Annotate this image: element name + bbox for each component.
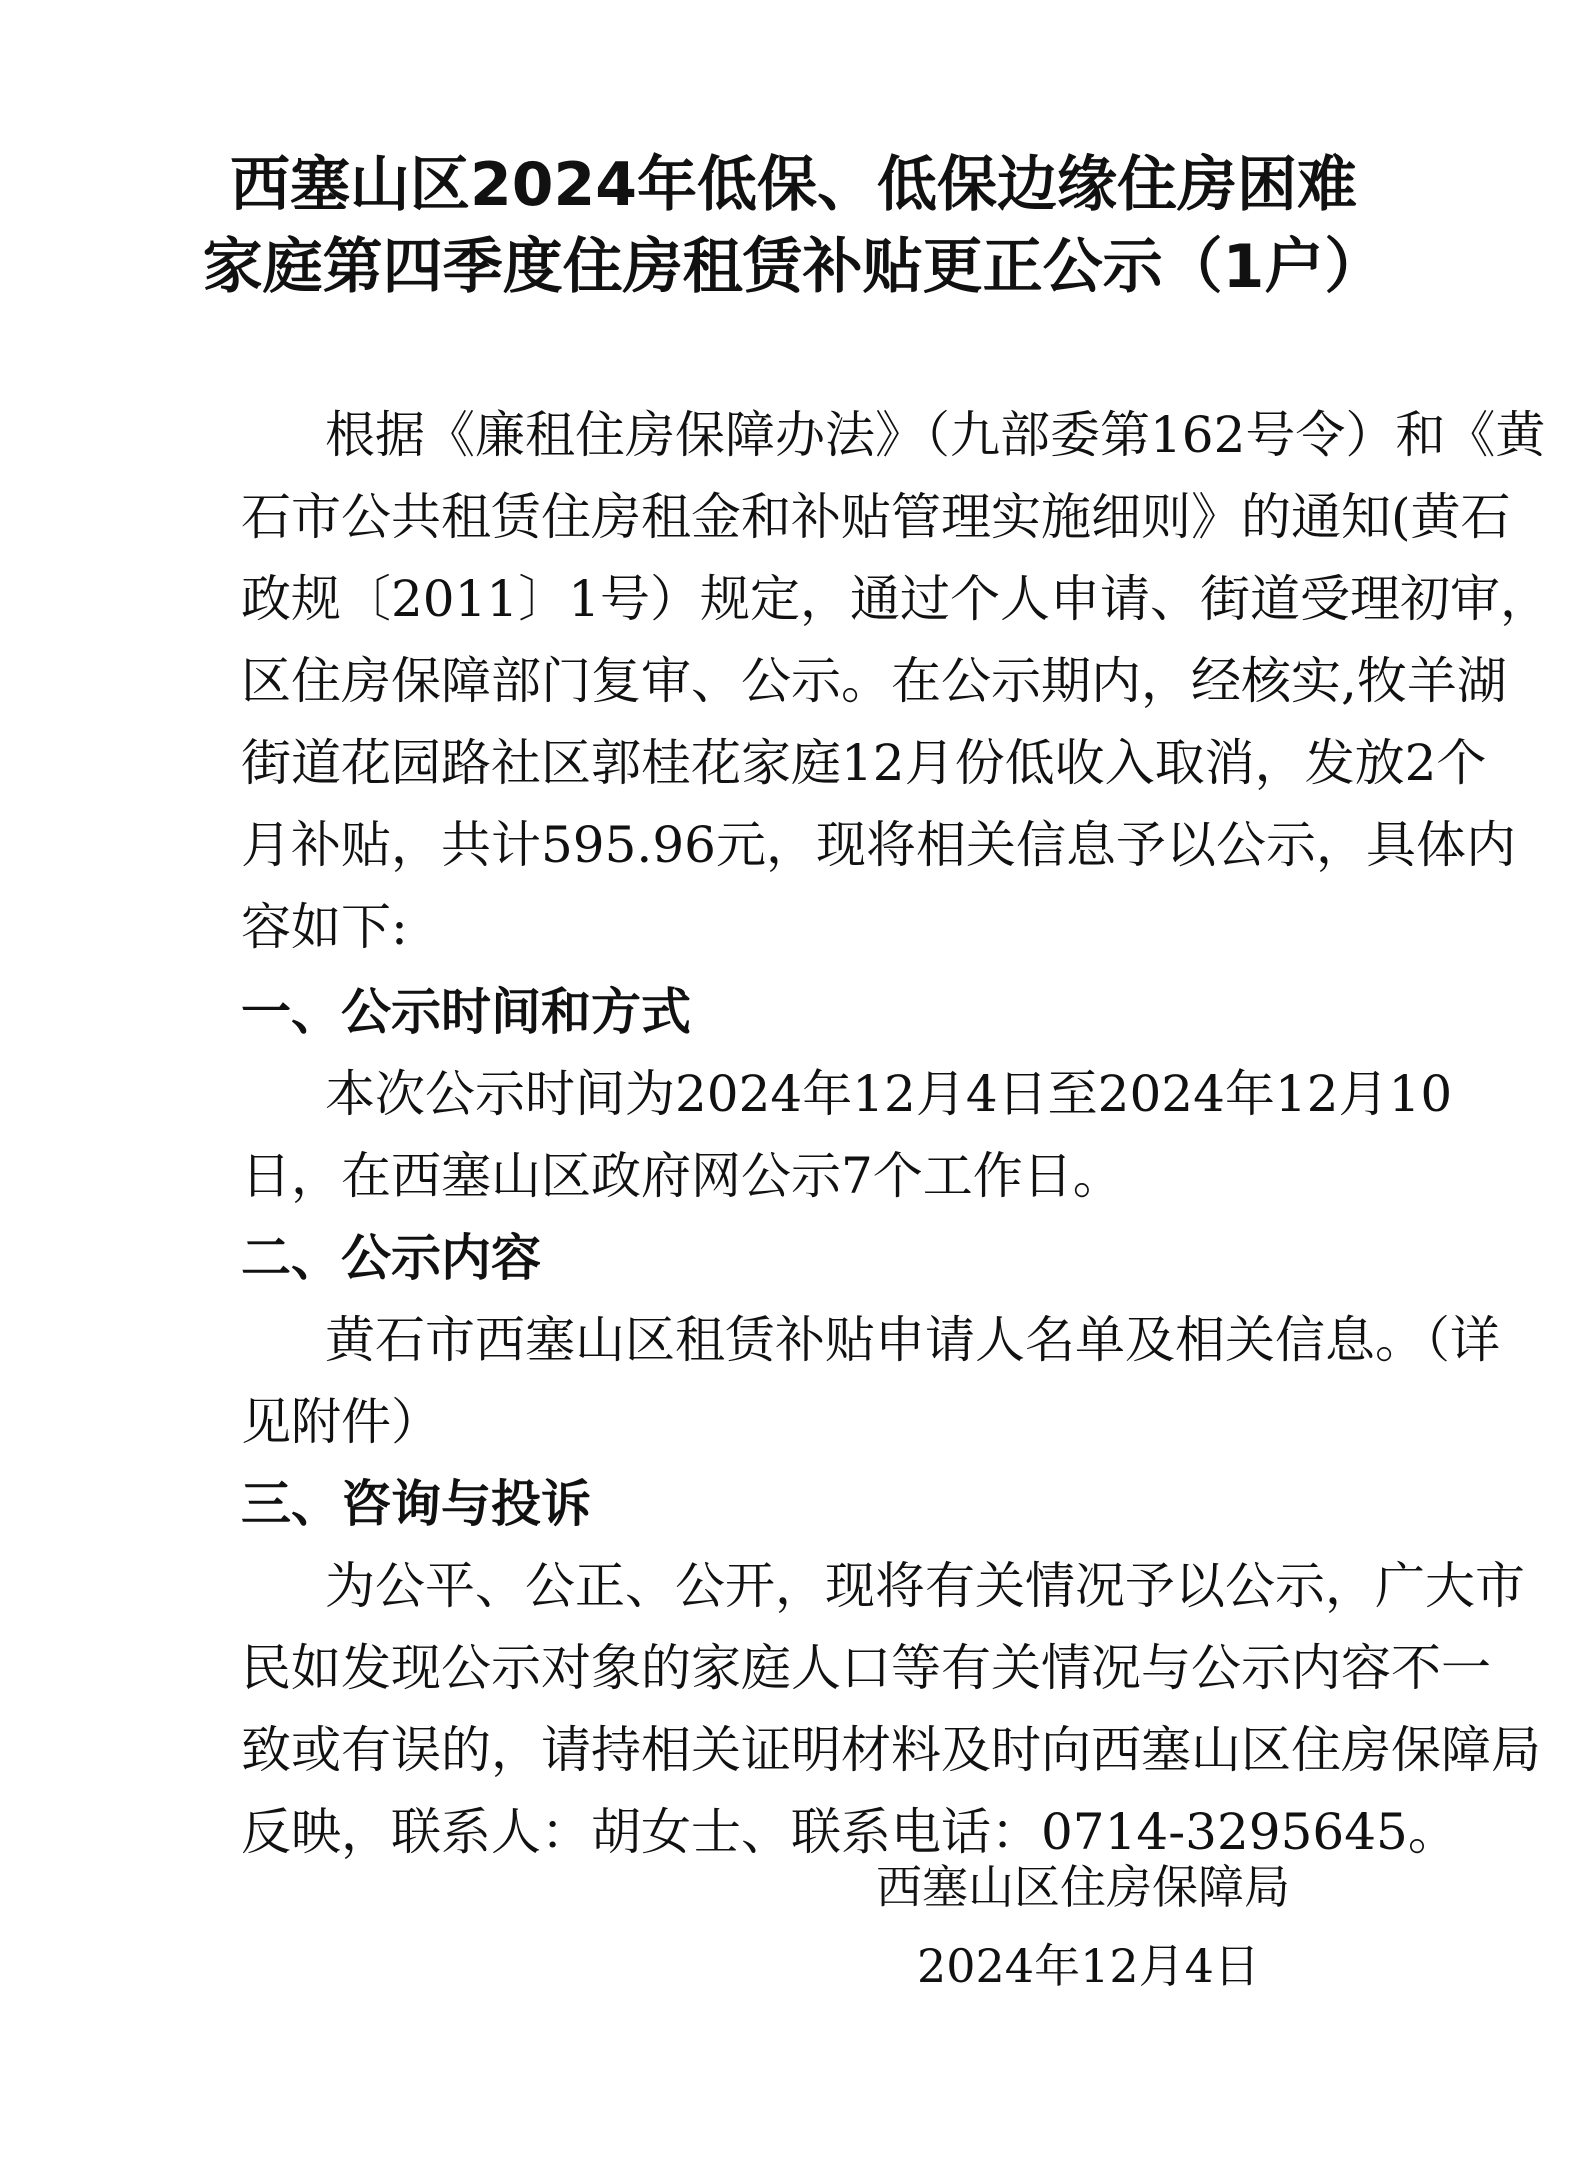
text-line: 根据《廉租住房保障办法》（九部委第162号令）和《黄 <box>325 406 1546 464</box>
section-heading: 一、公示时间和方式 <box>241 983 691 1041</box>
section-heading: 三、咨询与投诉 <box>241 1475 591 1533</box>
text-line: 月补贴，共计595.96元，现将相关信息予以公示，具体内 <box>241 816 1516 874</box>
text-line: 本次公示时间为2024年12月4日至2024年12月10 <box>325 1065 1453 1123</box>
text-line: 见附件） <box>241 1393 441 1451</box>
text-line: 石市公共租赁住房租金和补贴管理实施细则》的通知(黄石 <box>241 488 1511 546</box>
issuer-name: 西塞山区住房保障局 <box>876 1860 1290 1914</box>
text-line: 黄石市西塞山区租赁补贴申请人名单及相关信息。（详 <box>325 1311 1500 1369</box>
title-line-1: 西塞山区2024年低保、低保边缘住房困难 <box>230 150 1357 220</box>
text-line: 街道花园路社区郭桂花家庭12月份低收入取消，发放2个 <box>241 734 1487 792</box>
text-line: 日，在西塞山区政府网公示7个工作日。 <box>241 1147 1123 1205</box>
title-line-2: 家庭第四季度住房租赁补贴更正公示（1户） <box>202 232 1385 302</box>
text-line: 容如下: <box>241 898 408 956</box>
text-line: 政规〔2011〕1号）规定，通过个人申请、街道受理初审， <box>241 570 1551 628</box>
section-heading: 二、公示内容 <box>241 1229 541 1287</box>
text-line: 致或有误的，请持相关证明材料及时向西塞山区住房保障局 <box>241 1721 1541 1779</box>
text-line: 反映，联系人：胡女士、联系电话：0714-3295645。 <box>241 1803 1458 1861</box>
text-line: 为公平、公正、公开，现将有关情况予以公示，广大市 <box>325 1557 1525 1615</box>
text-line: 民如发现公示对象的家庭人口等有关情况与公示内容不一 <box>241 1639 1491 1697</box>
issue-date: 2024年12月4日 <box>917 1939 1260 1993</box>
text-line: 区住房保障部门复审、公示。在公示期内，经核实,牧羊湖 <box>241 652 1507 710</box>
